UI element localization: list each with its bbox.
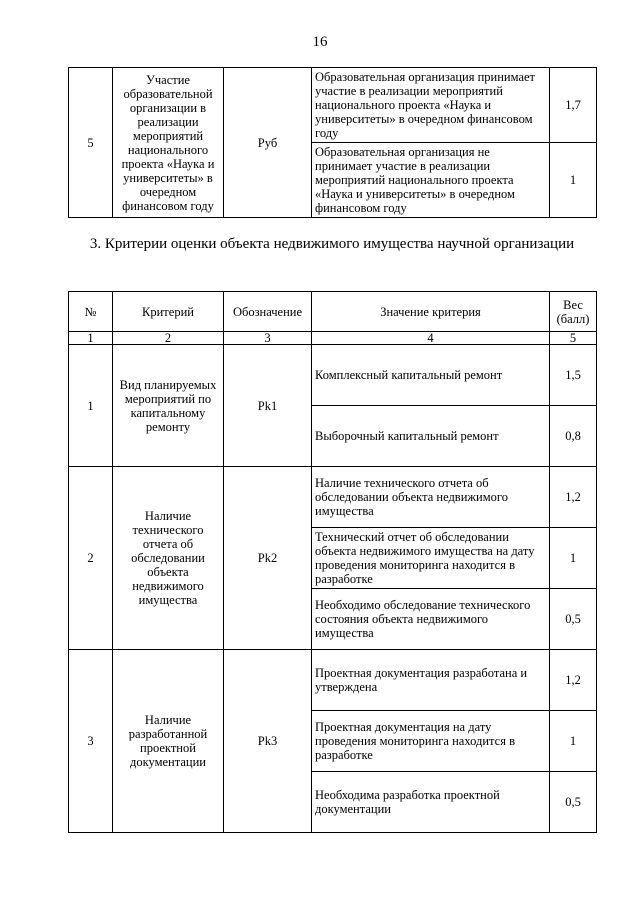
value-cell: Наличие технического отчета об обследовании объекта недвижимого имущества — [312, 467, 550, 528]
column-number: 1 — [69, 332, 113, 345]
weight-cell: 0,5 — [550, 589, 597, 650]
weight-cell: 1,7 — [550, 68, 597, 143]
criterion-cell: Наличие технического отчета об обследовании объекта недвижимого имущества — [113, 467, 224, 650]
column-number: 2 — [113, 332, 224, 345]
value-cell: Проектная документация на дату проведения мониторинга находится в разработке — [312, 711, 550, 772]
header-value: Значение критерия — [312, 292, 550, 332]
column-number: 4 — [312, 332, 550, 345]
table-row — [69, 68, 597, 143]
column-number: 5 — [550, 332, 597, 345]
page-number: 16 — [312, 34, 328, 50]
value-cell: Технический отчет об обследовании объекта недвижимого имущества на дату проведения мониторинга находится в разработке — [312, 528, 550, 589]
column-number: 3 — [224, 332, 312, 345]
header-designation: Обозначение — [224, 292, 312, 332]
row-number: 5 — [69, 68, 113, 218]
value-cell: Образовательная организация не принимает участие в реализации мероприятий национального проекта «Наука и университеты» в очередном финансовом году — [312, 143, 550, 218]
designation-cell: Рk3 — [224, 650, 312, 833]
weight-cell: 1 — [550, 528, 597, 589]
weight-cell: 0,8 — [550, 406, 597, 467]
weight-cell: 1,5 — [550, 345, 597, 406]
weight-cell: 1,2 — [550, 467, 597, 528]
column-numbers-row — [69, 332, 597, 345]
header-criterion: Критерий — [113, 292, 224, 332]
criterion-cell: Вид планируемых мероприятий по капитальному ремонту — [113, 345, 224, 467]
header-number: № — [69, 292, 113, 332]
criterion-cell: Участие образовательной организации в реализации мероприятий национального проекта «Наука и университеты» в очередном финансовом году — [113, 68, 224, 218]
header-row — [69, 292, 597, 332]
row-number: 3 — [69, 650, 113, 833]
designation-cell: Руб — [224, 68, 312, 218]
value-cell: Выборочный капитальный ремонт — [312, 406, 550, 467]
section-title: 3. Критерии оценки объекта недвижимого имущества научной организации — [89, 236, 575, 252]
weight-cell: 1,2 — [550, 650, 597, 711]
value-cell: Проектная документация разработана и утверждена — [312, 650, 550, 711]
weight-cell: 0,5 — [550, 772, 597, 833]
header-weight: Вес (балл) — [550, 292, 597, 332]
criteria-table — [68, 291, 597, 833]
criterion-cell: Наличие разработанной проектной документации — [113, 650, 224, 833]
designation-cell: Рk1 — [224, 345, 312, 467]
top-criteria-table — [68, 67, 597, 218]
value-cell: Образовательная организация принимает участие в реализации мероприятий национального проекта «Наука и университеты» в очередном финансовом году — [312, 68, 550, 143]
weight-cell: 1 — [550, 143, 597, 218]
weight-cell: 1 — [550, 711, 597, 772]
value-cell: Комплексный капитальный ремонт — [312, 345, 550, 406]
value-cell: Необходима разработка проектной документации — [312, 772, 550, 833]
designation-cell: Рk2 — [224, 467, 312, 650]
table-row — [69, 650, 597, 711]
row-number: 1 — [69, 345, 113, 467]
value-cell: Необходимо обследование технического состояния объекта недвижимого имущества — [312, 589, 550, 650]
table-row — [69, 467, 597, 528]
row-number: 2 — [69, 467, 113, 650]
table-row — [69, 345, 597, 406]
